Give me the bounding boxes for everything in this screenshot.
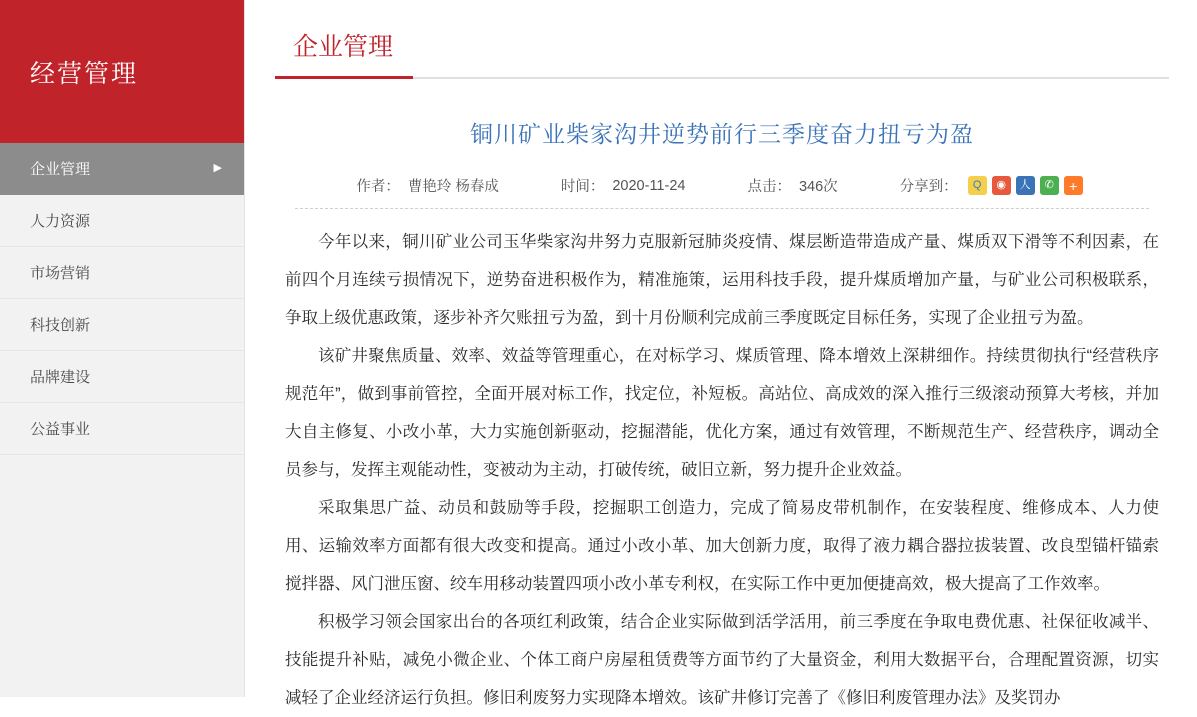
article-paragraph: 今年以来，铜川矿业公司玉华柴家沟井努力克服新冠肺炎疫情、煤层断造带造成产量、煤质双下滑等不利因素，在前四个月连续亏损情况下，逆势奋进积极作为，精准施策，运用科技手段，提升煤质增加产量，与矿业公司积极联系，争取上级优惠政策，逐步补齐欠账扭亏为盈，到十月份顺利完成前三季度既定目标任务，实现了企业扭亏为盈。 <box>285 233 1159 327</box>
meta-author <box>356 175 499 196</box>
article-paragraph: 积极学习领会国家出台的各项红利政策，结合企业实际做到活学活用，前三季度在争取电费优惠、社保征收减半、技能提升补贴，减免小微企业、个体工商户房屋租赁费等方面节约了大量资金，利用大数据平台，合理配置资源，切实减轻了企业经济运行负担。修旧利废努力实现降本增效。该矿井修订完善了《修旧利废管理办法》及奖罚办 <box>285 613 1159 707</box>
sidebar-item-label: 市场营销 <box>30 265 91 282</box>
renren-icon[interactable]: 人 <box>1016 176 1035 195</box>
meta-share <box>900 175 1088 196</box>
sidebar-item-human-resources[interactable] <box>0 195 244 247</box>
sidebar-header <box>0 0 244 143</box>
sidebar-item-label: 品牌建设 <box>30 369 91 386</box>
sidebar-item-label: 科技创新 <box>30 317 91 334</box>
chevron-right-icon: ▶ <box>213 162 222 174</box>
more-share-icon[interactable]: + <box>1064 176 1083 195</box>
wechat-icon[interactable]: ✆ <box>1040 176 1059 195</box>
article-paragraph: 采取集思广益、动员和鼓励等手段，挖掘职工创造力，完成了简易皮带机制作，在安装程度、维修成本、人力使用、运输效率方面都有很大改变和提高。通过小改小革、加大创新力度，取得了液力耦合器拉拔装置、改良型锚杆锚索搅拌器、风门泄压窗、绞车用移动装置四项小改小革专利权，在实际工作中更加便捷高效，极大提高了工作效率。 <box>285 499 1159 593</box>
meta-share-label: 分享到： <box>899 179 958 195</box>
article-meta-bar <box>295 175 1149 209</box>
main-content <box>245 0 1197 707</box>
meta-time-label: 时间： <box>560 179 605 195</box>
content-header <box>275 22 1169 79</box>
article-paragraph: 该矿井聚焦质量、效率、效益等管理重心，在对标学习、煤质管理、降本增效上深耕细作。持续贯彻执行“经营秩序规范年”，做到事前管控，全面开展对标工作，找定位，补短板。高站位、高成效的深入推行三级滚动预算大考核，并加大自主修复、小改小革，大力实施创新驱动，挖掘潜能，优化方案，通过有效管理，不断规范生产、经营秩序，调动全员参与，发挥主观能动性，变被动为主动，打破传统，破旧立新，努力提升企业效益。 <box>285 347 1159 479</box>
meta-time-value: 2020-11-24 <box>612 177 686 194</box>
qzone-icon[interactable]: Q <box>968 176 987 195</box>
sidebar-item-label: 人力资源 <box>30 213 91 230</box>
meta-time <box>561 175 686 196</box>
sidebar <box>0 0 245 697</box>
meta-clicks-value: 346次 <box>798 179 838 195</box>
sidebar-item-public-welfare[interactable] <box>0 403 244 455</box>
meta-clicks <box>747 175 837 196</box>
share-icon-group <box>968 176 1088 195</box>
sidebar-header-title: 经营管理 <box>30 59 139 88</box>
sidebar-item-label: 公益事业 <box>30 421 91 438</box>
sidebar-item-label: 企业管理 <box>30 161 91 178</box>
sidebar-nav <box>0 143 244 455</box>
article-body <box>285 223 1159 717</box>
weibo-icon[interactable]: ◉ <box>992 176 1011 195</box>
sidebar-item-marketing[interactable] <box>0 247 244 299</box>
meta-author-label: 作者： <box>356 179 400 195</box>
sidebar-item-tech-innovation[interactable] <box>0 299 244 351</box>
article-title: 铜川矿业柴家沟井逆势前行三季度奋力扭亏为盈 <box>470 121 974 147</box>
tab-enterprise-management[interactable]: 企业管理 <box>275 27 413 77</box>
meta-clicks-label: 点击： <box>747 179 791 195</box>
sidebar-item-enterprise-management[interactable] <box>0 143 244 195</box>
meta-author-value: 曹艳玲 杨春成 <box>407 179 499 195</box>
sidebar-item-brand-building[interactable] <box>0 351 244 403</box>
